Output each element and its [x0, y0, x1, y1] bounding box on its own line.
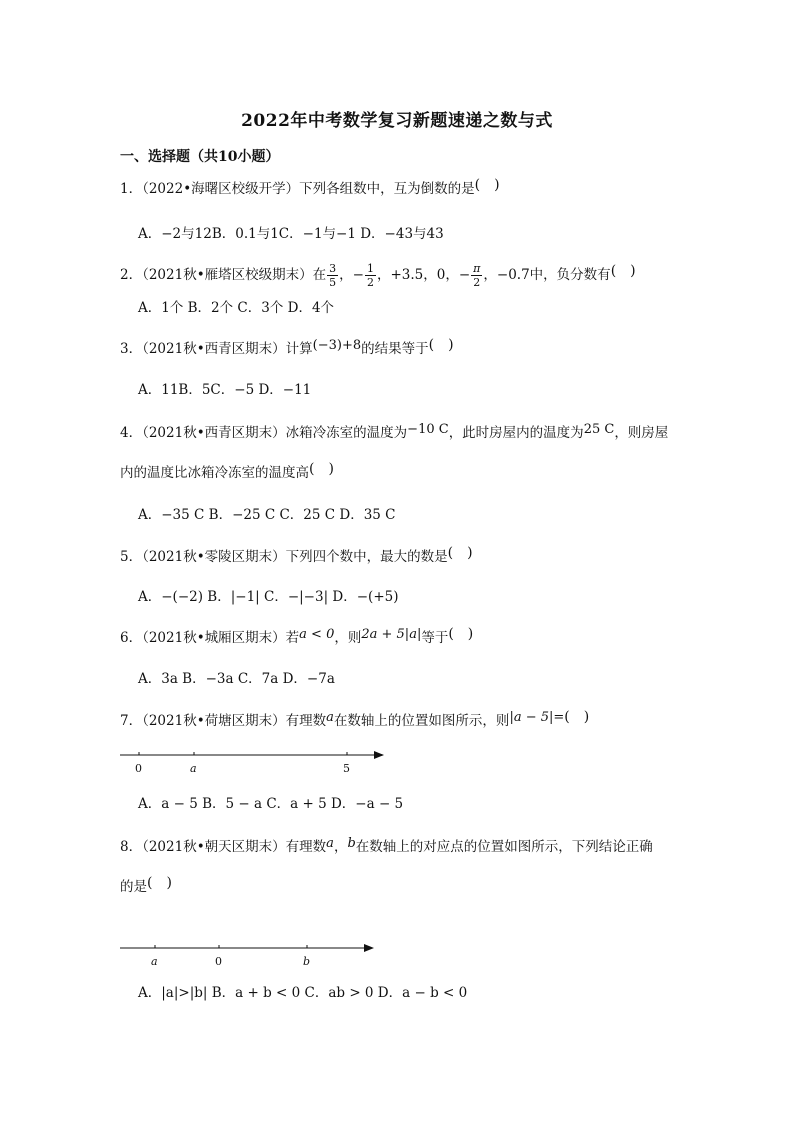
question-2-suffix: ，−0.7中，负分数有	[483, 267, 611, 283]
question-2-prefix: 2．（2021秋•雁塔区校级期末）在	[120, 267, 327, 283]
question-7-text-b: 在数轴上的位置如图所示，则	[333, 713, 510, 729]
question-7-expression: |a − 5|=	[509, 710, 565, 725]
question-2-stem	[120, 262, 636, 289]
question-2-fraction-1: $\frac{3}{5}$	[329, 262, 337, 289]
number-line-arrow-icon	[364, 944, 374, 952]
question-4-text-c: ，则房屋	[614, 425, 669, 441]
axis-label-b: b	[303, 955, 311, 968]
question-6-stem	[120, 626, 474, 648]
question-2-fraction-2: $\frac{1}{2}$	[366, 262, 374, 289]
question-3-stem	[120, 337, 454, 359]
question-7-text-a: 7．（2021秋•荷塘区期末）有理数	[120, 713, 327, 729]
question-2-fraction-3: $\frac{\pi}{2}$	[473, 262, 481, 289]
question-5-stem	[120, 545, 473, 566]
question-4-stem	[120, 424, 668, 443]
question-6-options: A．3a B．−3a C．7a D．−7a	[138, 671, 335, 687]
axis-label-5: 5	[343, 762, 350, 775]
question-4-stem-line-2	[120, 461, 334, 482]
question-3-text-b: 的结果等于	[361, 341, 429, 357]
axis-label-a: a	[151, 955, 158, 968]
question-5-answer-paren: ( )	[447, 545, 473, 561]
question-6-text-c: 等于	[421, 630, 449, 646]
question-1-answer-paren: ( )	[474, 177, 500, 193]
number-line-arrow-icon	[374, 751, 384, 759]
question-3-options: A．11B．5C．−5 D．−11	[138, 382, 312, 398]
axis-label-a: a	[190, 762, 197, 775]
question-6-answer-paren: ( )	[448, 626, 474, 642]
question-1-stem	[120, 177, 500, 198]
question-6-expression: 2a + 5|a|	[361, 627, 422, 642]
question-8-text-line2: 的是	[120, 879, 147, 895]
question-8-options: A．|a|>|b| B．a + b < 0 C．ab > 0 D．a − b < 0	[138, 985, 468, 1001]
page-title: 2022年中考数学复习新题速递之数与式	[241, 111, 553, 131]
question-4-text-b: ，此时房屋内的温度为	[448, 425, 584, 441]
question-8-answer-paren: ( )	[147, 875, 172, 891]
question-4-temp-2: 25 C	[583, 422, 615, 437]
axis-label-0: 0	[215, 955, 222, 968]
question-6-text-a: 6．（2021秋•城厢区期末）若	[120, 630, 300, 646]
question-4-temp-1: −10 C	[407, 422, 449, 437]
question-6-condition: a < 0	[299, 627, 335, 642]
question-8-variable-a: a	[326, 836, 334, 851]
question-6-text-b: ，则	[334, 630, 362, 646]
question-2-sep: ，−	[339, 267, 364, 283]
question-8-variable-b: b	[347, 836, 356, 851]
question-1-text: 1．（2022•海曙区校级开学）下列各组数中，互为倒数的是	[120, 181, 475, 197]
question-2-answer-paren: ( )	[610, 263, 636, 279]
question-8-stem	[120, 838, 653, 857]
question-8-sep: ，	[333, 839, 348, 855]
question-2-mid: ，+3.5，0，−	[376, 267, 471, 283]
question-8-text-b: 在数轴上的对应点的位置如图所示，下列结论正确	[355, 839, 653, 855]
question-8-stem-line-2	[120, 875, 172, 896]
question-7-answer-paren: ( )	[564, 709, 590, 725]
question-4-options: A．−35 C B．−25 C C．25 C D．35 C	[138, 507, 396, 523]
question-5-text: 5．（2021秋•零陵区期末）下列四个数中，最大的数是	[120, 549, 448, 565]
question-3-answer-paren: ( )	[428, 337, 454, 353]
question-8-text-a: 8．（2021秋•朝天区期末）有理数	[120, 839, 327, 855]
question-7-number-line	[118, 744, 388, 776]
question-3-text-a: 3．（2021秋•西青区期末）计算	[120, 341, 313, 357]
axis-label-0: 0	[135, 762, 142, 775]
question-7-stem	[120, 709, 590, 731]
question-5-options: A．−(−2) B．|−1| C．−|−3| D．−(+5)	[138, 589, 399, 605]
question-4-text-a: 4．（2021秋•西青区期末）冰箱冷冻室的温度为	[120, 425, 408, 441]
question-4-answer-paren: ( )	[309, 461, 334, 477]
section-heading: 一、选择题（共10小题）	[120, 149, 280, 165]
question-4-text-line2: 内的温度比冰箱冷冻室的温度高	[120, 465, 309, 481]
question-7-variable: a	[326, 710, 334, 725]
question-1-options: A．−2与12B．0.1与1C．−1与−1 D．−43与43	[138, 226, 444, 242]
question-2-options: A．1个 B．2个 C．3个 D．4个	[138, 300, 335, 316]
question-8-number-line	[118, 938, 388, 970]
question-3-expression: (−3)+8	[312, 338, 362, 353]
question-7-options: A．a − 5 B．5 − a C．a + 5 D．−a − 5	[138, 796, 404, 812]
